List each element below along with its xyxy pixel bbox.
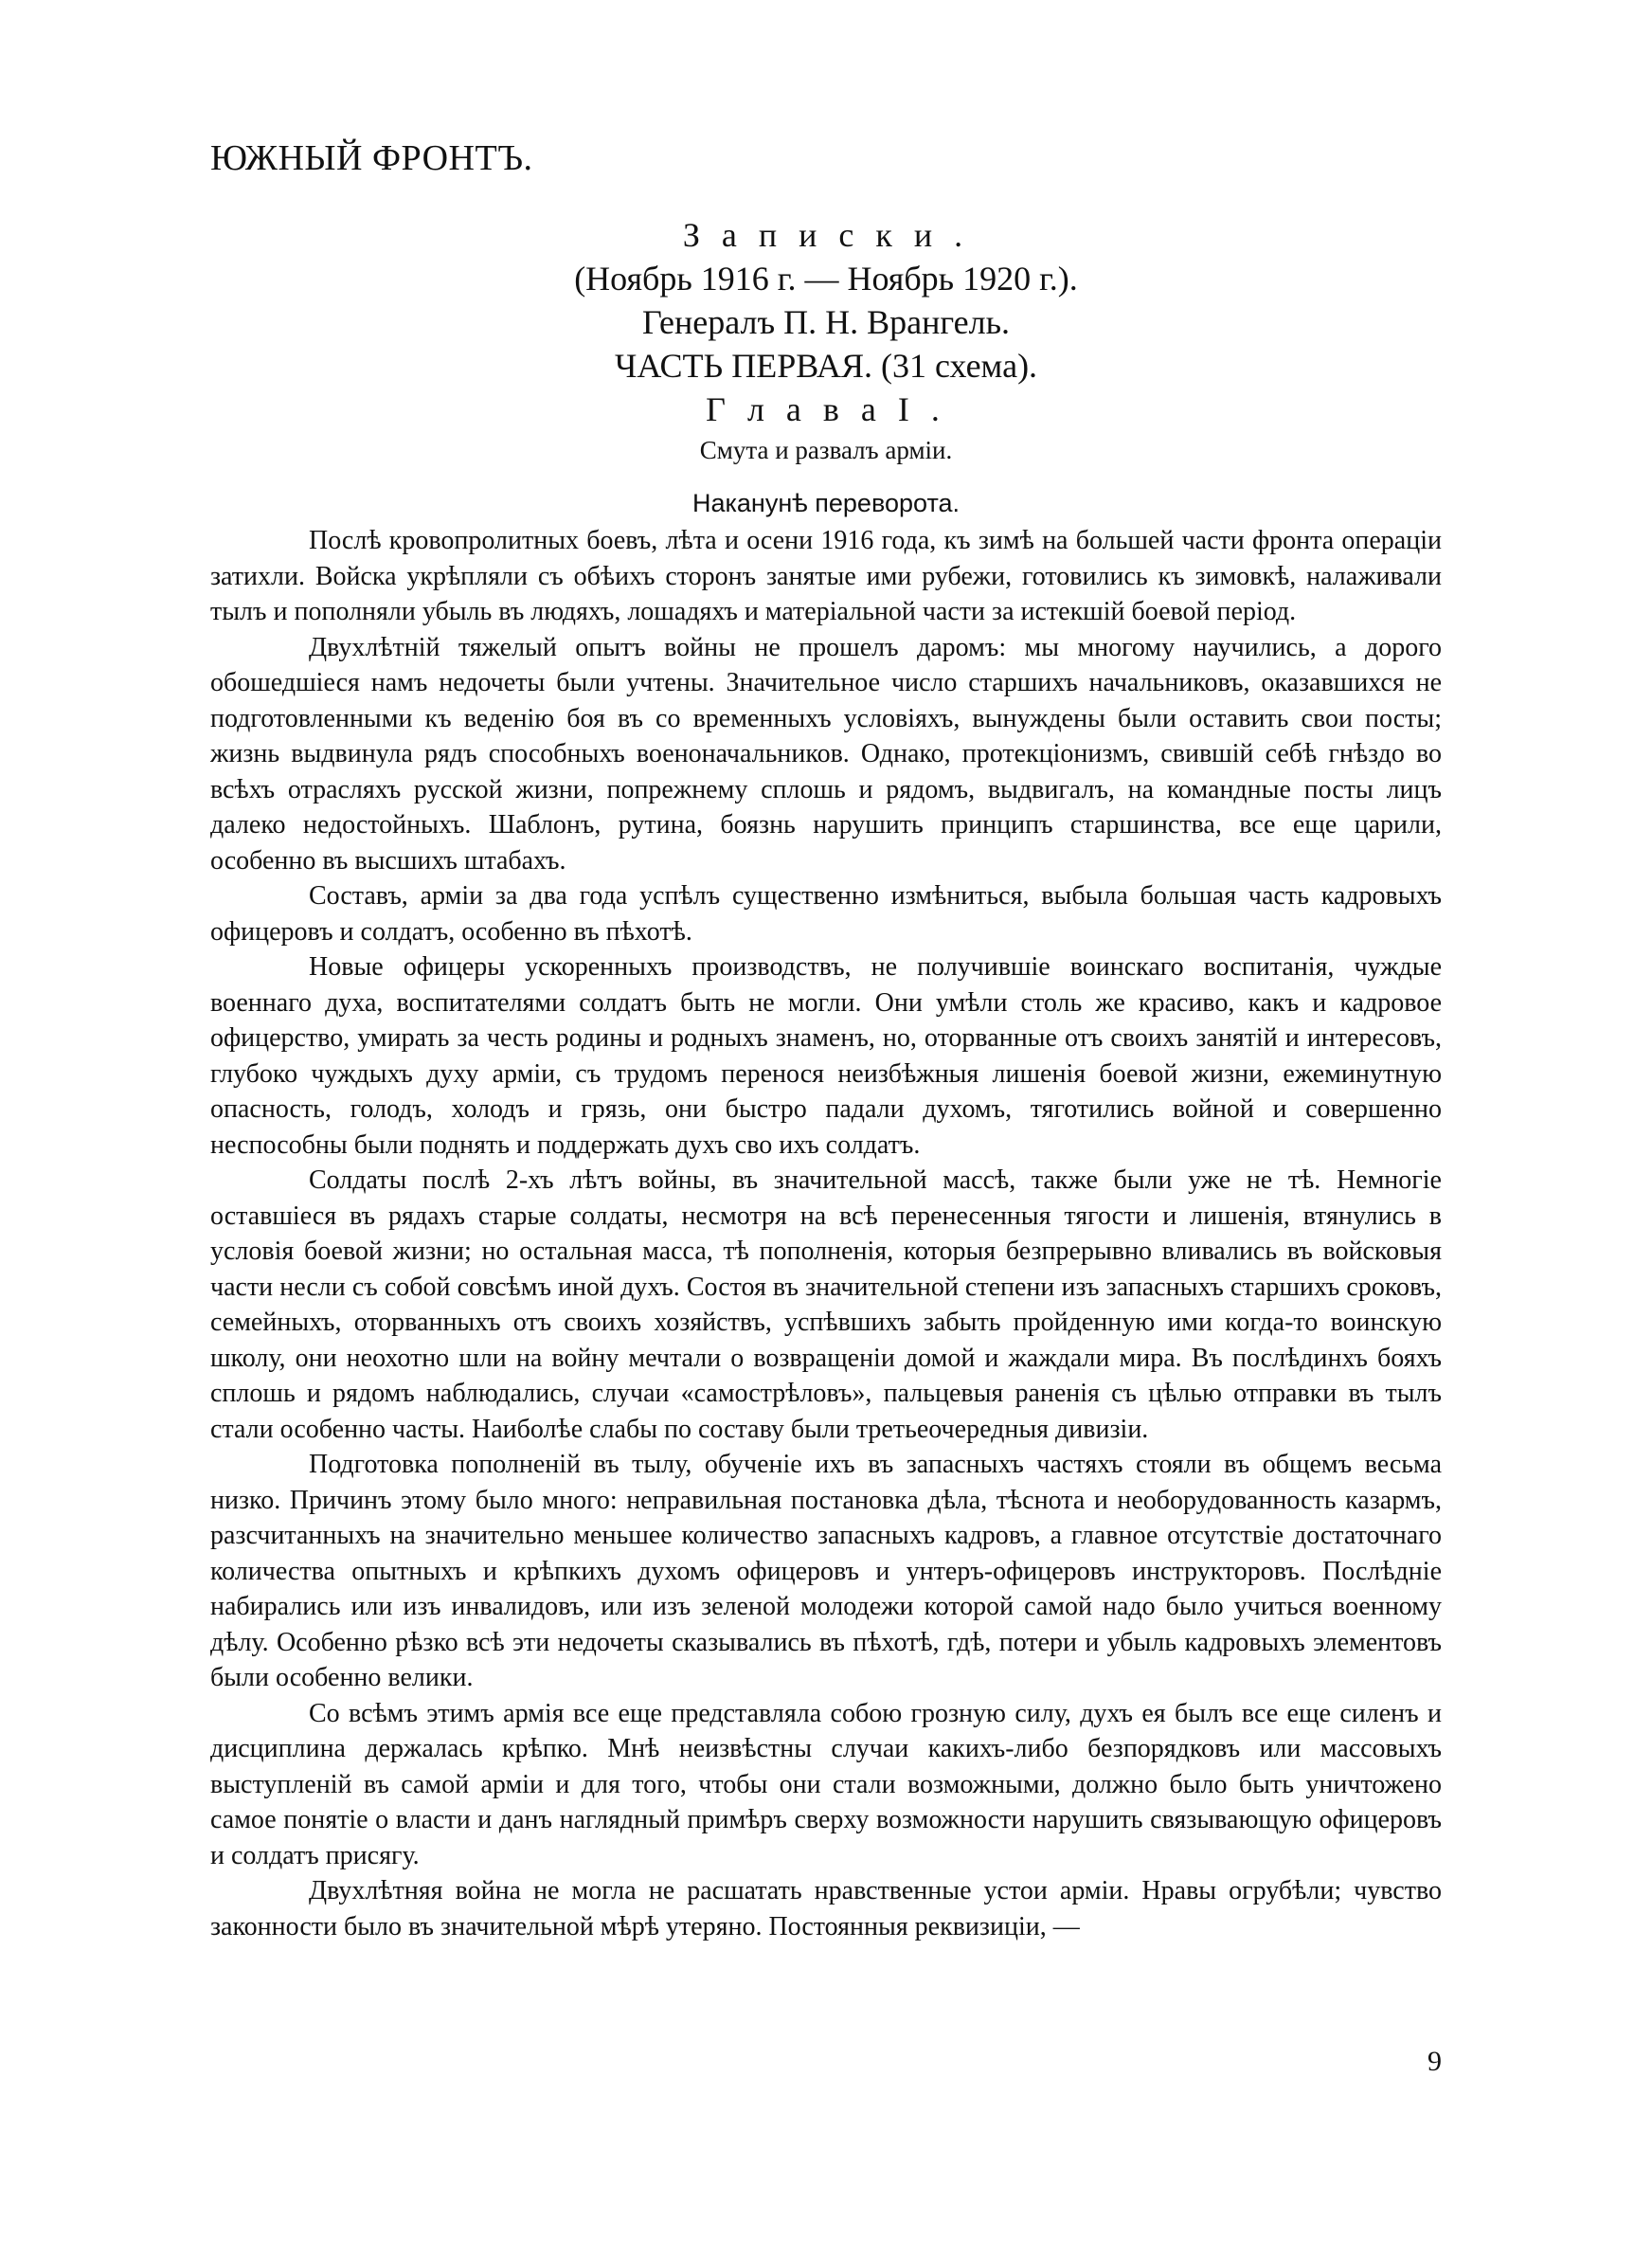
- author-name: Генералъ П. Н. Врангель.: [641, 303, 1011, 341]
- date-range: (Ноябрь 1916 г. — Ноябрь 1920 г.).: [574, 260, 1078, 298]
- subchapter-title: Наканунѣ переворота.: [691, 489, 961, 517]
- work-title: З а п и с к и .: [682, 216, 970, 254]
- paragraph: Составъ, арміи за два года успѣлъ существенно измѣниться, выбыла большая часть кадровыхъ офицеровъ и солдатъ, особенно въ пѣхотѣ.: [210, 881, 1442, 947]
- part-title: ЧАСТЬ ПЕРВАЯ. (31 схема).: [614, 347, 1038, 385]
- paragraph: Послѣ кровопролитных боевъ, лѣта и осени 1916 года, къ зимѣ на большей части фронта операціи затихли. Войска укрѣпляли съ обѣихъ сторонъ занятые ими рубежи, готовились къ зимовкѣ, налаживали тылъ и пополняли убыль въ людяхъ, лошадяхъ и матеріальной части за истекшій боевой період.: [210, 526, 1442, 626]
- page-number: 9: [1428, 2046, 1442, 2077]
- chapter-subtitle: Смута и развалъ арміи.: [699, 436, 953, 464]
- paragraph: Двухлѣтняя война не могла не расшатать нравственные устои арміи. Нравы огрубѣли; чувство законности было въ значительной мѣрѣ утеряно. Постоянныя реквизиціи, —: [210, 1876, 1442, 1941]
- paragraph: Со всѣмъ этимъ армія все еще представляла собою грозную силу, духъ ея былъ все еще силенъ и дисциплина держалась крѣпко. Мнѣ неизвѣстны случаи какихъ-либо безпорядковъ или массовыхъ выступленій въ самой арміи и для того, чтобы они стали возможными, должно было быть уничтожено самое понятіе о власти и данъ наглядный примѣръ сверху возможности нарушить связывающую офицеровъ и солдатъ присягу.: [210, 1698, 1442, 1870]
- paragraph: Двухлѣтній тяжелый опытъ войны не прошелъ даромъ: мы многому научились, а дорого обошедшіеся намъ недочеты были учтены. Значительное число старшихъ начальниковъ, оказавшихся не подготовленными къ веденію боя въ со временныхъ условіяхъ, вынуждены были оставить свои посты; жизнь выдвинула рядъ способныхъ военоначальников. Однако, протекціонизмъ, свившій себѣ гнѣздо во всѣхъ отрасляхъ русской жизни, попрежнему сплошь и рядомъ, выдвигалъ, на командные посты лицъ далеко недостойныхъ. Шаблонъ, рутина, боязнь нарушить принципъ старшинства, все еще царили, особенно въ высшихъ штабахъ.: [210, 632, 1442, 876]
- chapter-title: Г л а в а I .: [706, 390, 946, 428]
- paragraph: Новые офицеры ускоренныхъ производствъ, не получившіе воинскаго воспитанія, чуждые военнаго духа, воспитателями солдатъ быть не могли. Они умѣли столь же красиво, какъ и кадровое офицерство, умирать за честь родины и родныхъ знаменъ, но, оторванные отъ своихъ занятій и интересовъ, глубоко чуждыхъ духу арміи, съ трудомъ перенося неизбѣжныя лишенія боевой жизни, ежеминутную опасность, голодъ, холодъ и грязь, они быстро падали духомъ, тяготились войной и совершенно неспособны были поднять и поддержать духъ сво ихъ солдатъ.: [210, 952, 1442, 1160]
- paragraph: Подготовка пополненій въ тылу, обученіе ихъ въ запасныхъ частяхъ стояли въ общемъ весьма низко. Причинъ этому было много: неправильная постановка дѣла, тѣснота и необорудованность казармъ, разсчитанныхъ на значительно меньшее количество запасныхъ кадровъ, а главное отсутствіе достаточнаго количества опытныхъ и крѣпкихъ духомъ офицеровъ и унтеръ-офицеровъ инструкторовъ. Послѣдніе набирались или изъ инвалидовъ, или изъ зеленой молодежи которой самой надо было учиться военному дѣлу. Особенно рѣзко всѣ эти недочеты сказывались въ пѣхотѣ, гдѣ, потери и убыль кадровыхъ элементовъ были особенно велики.: [210, 1450, 1442, 1692]
- paragraph: Солдаты послѣ 2-хъ лѣтъ войны, въ значительной массѣ, также были уже не тѣ. Немногіе оставшіеся въ рядахъ старые солдаты, несмотря на всѣ перенесенныя тягости и лишенія, втянулись в условія боевой жизни; но остальная масса, тѣ пополненія, которыя безпрерывно вливались въ войсковыя части несли съ собой совсѣмъ иной духъ. Состоя въ значительной степени изъ запасныхъ старшихъ сроковъ, семейныхъ, оторванныхъ отъ своихъ хозяйствъ, успѣвшихъ забыть пройденную ими когда-то воинскую школу, они неохотно шли на войну мечтали о возвращеніи домой и жаждали мира. Въ послѣдинхъ бояхъ сплошь и рядомъ наблюдались, случаи «самострѣловъ», пальцевыя раненія съ цѣлью отправки въ тылъ стали особенно часты. Наиболѣе слабы по составу были третьеочередныя дивизіи.: [210, 1165, 1442, 1444]
- body-text: [210, 523, 1442, 1944]
- title-block: [210, 213, 1442, 520]
- section-heading: ЮЖНЫЙ ФРОНТЪ.: [210, 138, 533, 178]
